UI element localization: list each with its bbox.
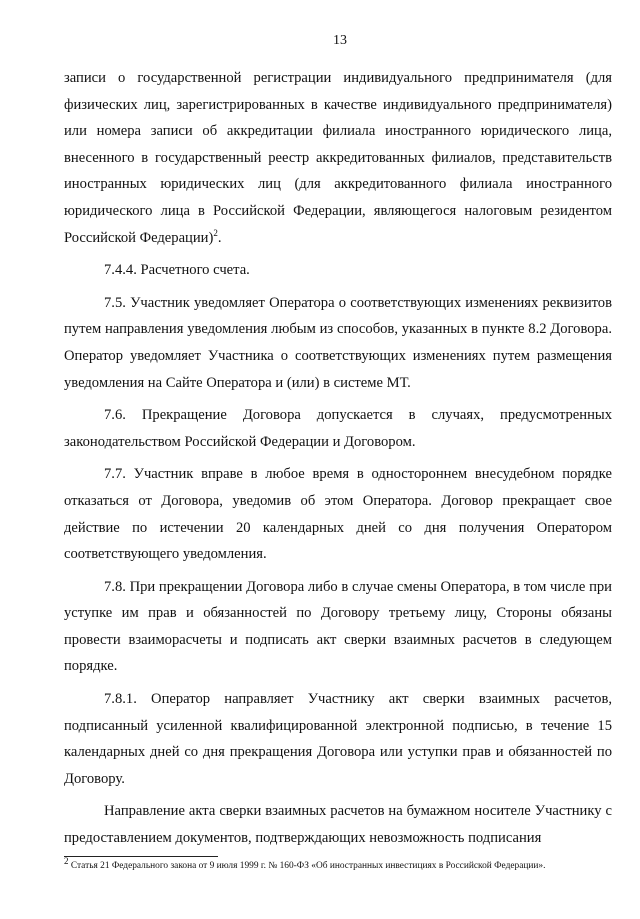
paragraph-text: записи о государственной регистрации индивидуального предпринимателя (для физических лиц, зарегистрированных в качестве индивидуального предпринимателя) или номера записи об аккредитации филиала иностранного юридического лица, внесенного в государственный реестр аккредитованных филиалов, представительств иностранных юридических лиц (для аккредитованного филиала иностранного юридического лица в Российской Федерации, являющегося налоговым резидентом Российской Федерации) — [64, 70, 612, 246]
document-body — [64, 65, 612, 858]
page-number: 13 — [333, 33, 347, 48]
footnote-marker: 2 — [64, 855, 69, 866]
footnote-separator — [64, 856, 218, 857]
paragraph-paper-act: Направление акта сверки взаимных расчетов на бумажном носителе Участнику с предоставлением документов, подтверждающих невозможность подписания — [64, 803, 612, 847]
paragraph-7-4-4: 7.4.4. Расчетного счета. — [104, 262, 250, 279]
paragraph-end-punct: . — [217, 229, 222, 246]
paragraph-continuation — [64, 65, 612, 251]
footnote — [64, 855, 624, 873]
footnote-text: Статья 21 Федерального закона от 9 июля 1999 г. № 160-ФЗ «Об иностранных инвестициях в Российской Федерации». — [68, 861, 546, 871]
paragraph-7-6: 7.6. Прекращение Договора допускается в случаях, предусмотренных законодательством Российской Федерации и Договором. — [64, 407, 612, 450]
footnote-reference[interactable]: 2 — [213, 227, 218, 238]
paragraph-7-5: 7.5. Участник уведомляет Оператора о соответствующих изменениях реквизитов путем направления уведомления любым из способов, указанных в пункте 8.2 Договора. Оператор уведомляет Участника о соответствующих изменениях путем размещения уведомления на Сайте Оператора и (или) в системе МТ. — [64, 294, 612, 391]
paragraph-7-7: 7.7. Участник вправе в любое время в одностороннем внесудебном порядке отказаться от Договора, уведомив об этом Оператора. Договор прекращает свое действие по истечении 20 календарных дней со дня получения Оператором соответствующего уведомления. — [64, 466, 612, 563]
paragraph-7-8-1: 7.8.1. Оператор направляет Участнику акт сверки взаимных расчетов, подписанный усиленной квалифицированной электронной подписью, в течение 15 календарных дней со дня прекращения Договора или уступки прав и обязанностей по Договору. — [64, 691, 612, 787]
paragraph-7-8: 7.8. При прекращении Договора либо в случае смены Оператора, в том числе при уступке им прав и обязанностей по Договору третьему лицу, Стороны обязаны провести взаиморасчеты и подписать акт сверки взаимных расчетов в следующем порядке. — [64, 578, 612, 675]
